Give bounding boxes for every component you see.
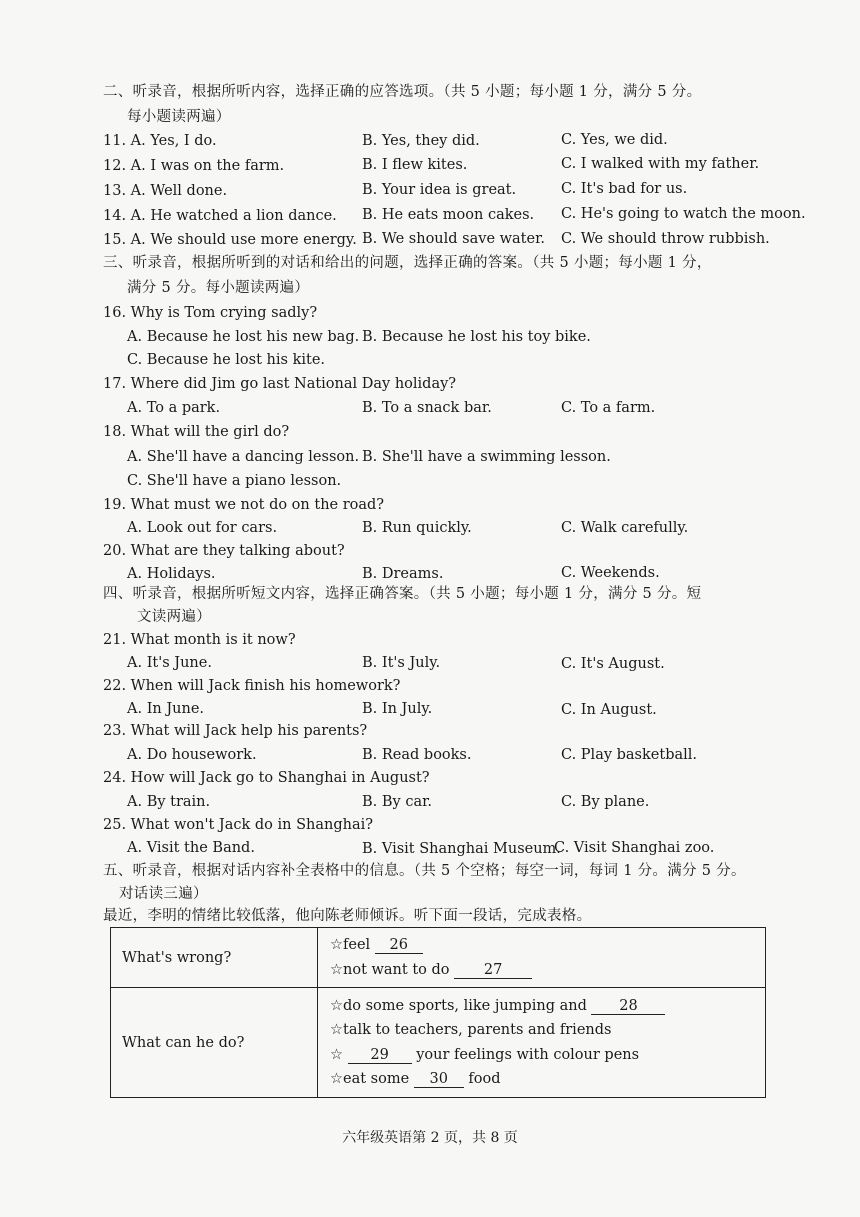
q20-option-a: A. Holidays.: [127, 566, 216, 582]
q14-option-c: C. He's going to watch the moon.: [561, 206, 806, 222]
q12-option-b: B. I flew kites.: [362, 157, 468, 173]
q19-question: 19. What must we not do on the road?: [103, 497, 385, 513]
q21-option-b: B. It's July.: [362, 655, 441, 671]
row-answer-cell: [318, 928, 766, 988]
section-5-title-cont: 对话读三遍）: [119, 886, 208, 902]
q24-option-a: A. By train.: [127, 794, 211, 810]
answer-text: ☆: [330, 1046, 343, 1063]
q17-question: 17. Where did Jim go last National Day holiday?: [103, 376, 457, 392]
answer-text: ☆eat some: [330, 1071, 410, 1087]
q24-option-b: B. By car.: [362, 794, 433, 810]
q25-option-b: B. Visit Shanghai Museum.: [362, 841, 561, 857]
q23-option-c: C. Play basketball.: [561, 747, 698, 763]
q15-option-a: 15. A. We should use more energy.: [103, 232, 357, 248]
q21-option-c: C. It's August.: [561, 656, 665, 672]
blank-30[interactable]: 30: [414, 1071, 464, 1088]
q11-option-b: B. Yes, they did.: [362, 133, 480, 149]
q13-option-b: B. Your idea is great.: [362, 182, 517, 198]
section-2-title-cont: 每小题读两遍）: [127, 109, 231, 125]
answer-text: ☆not want to do: [330, 961, 450, 978]
q24-option-c: C. By plane.: [561, 794, 650, 810]
q21-option-a: A. It's June.: [127, 655, 212, 671]
row-label-whats-wrong: What's wrong?: [111, 928, 318, 988]
blank-29[interactable]: 29: [348, 1047, 412, 1064]
q23-question: 23. What will Jack help his parents?: [103, 723, 368, 739]
q23-option-b: B. Read books.: [362, 747, 472, 763]
info-table: [110, 927, 766, 1098]
q13-option-c: C. It's bad for us.: [561, 181, 688, 197]
blank-28[interactable]: 28: [591, 998, 665, 1015]
q22-option-a: A. In June.: [127, 701, 205, 717]
q20-question: 20. What are they talking about?: [103, 543, 345, 559]
answer-text: ☆talk to teachers, parents and friends: [330, 1022, 612, 1038]
q25-question: 25. What won't Jack do in Shanghai?: [103, 817, 374, 833]
q23-option-a: A. Do housework.: [127, 747, 257, 763]
q24-question: 24. How will Jack go to Shanghai in August?: [103, 770, 430, 786]
q17-option-c: C. To a farm.: [561, 400, 656, 416]
q12-option-c: C. I walked with my father.: [561, 156, 760, 172]
section-5-intro: 最近，李明的情绪比较低落，他向陈老师倾诉。听下面一段话，完成表格。: [103, 908, 592, 924]
q20-option-c: C. Weekends.: [561, 565, 660, 581]
q18-option-c: C. She'll have a piano lesson.: [127, 473, 342, 489]
q16-option-a: A. Because he lost his new bag.: [127, 329, 360, 345]
q16-question: 16. Why is Tom crying sadly?: [103, 305, 318, 321]
q22-option-b: B. In July.: [362, 701, 433, 717]
table-row: [111, 988, 766, 1098]
section-4-title: 四、听录音，根据所听短文内容，选择正确答案。（共 5 小题；每小题 1 分，满分 5 分。短: [103, 586, 702, 602]
answer-text: your feelings with colour pens: [416, 1046, 640, 1063]
q14-option-a: 14. A. He watched a lion dance.: [103, 208, 337, 224]
section-3-title-cont: 满分 5 分。每小题读两遍）: [127, 280, 310, 296]
q11-option-a: 11. A. Yes, I do.: [103, 133, 217, 149]
q25-option-c: C. Visit Shanghai zoo.: [554, 840, 715, 856]
q12-option-a: 12. A. I was on the farm.: [103, 158, 285, 174]
q15-option-b: B. We should save water.: [362, 231, 546, 247]
page-footer: 六年级英语第 2 页，共 8 页: [342, 1130, 518, 1146]
row-answer-cell: [318, 988, 766, 1098]
q19-option-a: A. Look out for cars.: [127, 520, 278, 536]
q21-question: 21. What month is it now?: [103, 632, 296, 648]
q19-option-b: B. Run quickly.: [362, 520, 472, 536]
q13-option-a: 13. A. Well done.: [103, 183, 228, 199]
q22-question: 22. When will Jack finish his homework?: [103, 678, 401, 694]
q22-option-c: C. In August.: [561, 702, 657, 718]
q11-option-c: C. Yes, we did.: [561, 132, 668, 148]
q17-option-a: A. To a park.: [127, 400, 221, 416]
table-row: [111, 928, 766, 988]
answer-text: ☆do some sports, like jumping and: [330, 997, 587, 1014]
section-5-title: 五、听录音，根据对话内容补全表格中的信息。（共 5 个空格；每空一词，每词 1 分。满分 5 分。: [103, 863, 746, 879]
section-4-title-cont: 文读两遍）: [137, 609, 211, 625]
q20-option-b: B. Dreams.: [362, 566, 444, 582]
q14-option-b: B. He eats moon cakes.: [362, 207, 535, 223]
section-3-title: 三、听录音，根据所听到的对话和给出的问题，选择正确的答案。（共 5 小题；每小题 1 分，: [103, 255, 712, 271]
q18-question: 18. What will the girl do?: [103, 424, 290, 440]
q15-option-c: C. We should throw rubbish.: [561, 231, 770, 247]
section-2-title: 二、听录音，根据所听内容，选择正确的应答选项。（共 5 小题；每小题 1 分，满分 5 分。: [103, 84, 702, 100]
q25-option-a: A. Visit the Band.: [127, 840, 255, 856]
answer-text: ☆feel: [330, 937, 371, 953]
blank-27[interactable]: 27: [454, 962, 532, 979]
q16-option-b: B. Because he lost his toy bike.: [362, 329, 591, 345]
q16-option-c: C. Because he lost his kite.: [127, 352, 326, 368]
q18-option-b: B. She'll have a swimming lesson.: [362, 449, 611, 465]
blank-26[interactable]: 26: [375, 937, 423, 954]
row-label-what-can-he-do: What can he do?: [111, 988, 318, 1098]
q19-option-c: C. Walk carefully.: [561, 520, 689, 536]
answer-text: food: [468, 1071, 501, 1087]
q17-option-b: B. To a snack bar.: [362, 400, 492, 416]
q18-option-a: A. She'll have a dancing lesson.: [127, 449, 360, 465]
